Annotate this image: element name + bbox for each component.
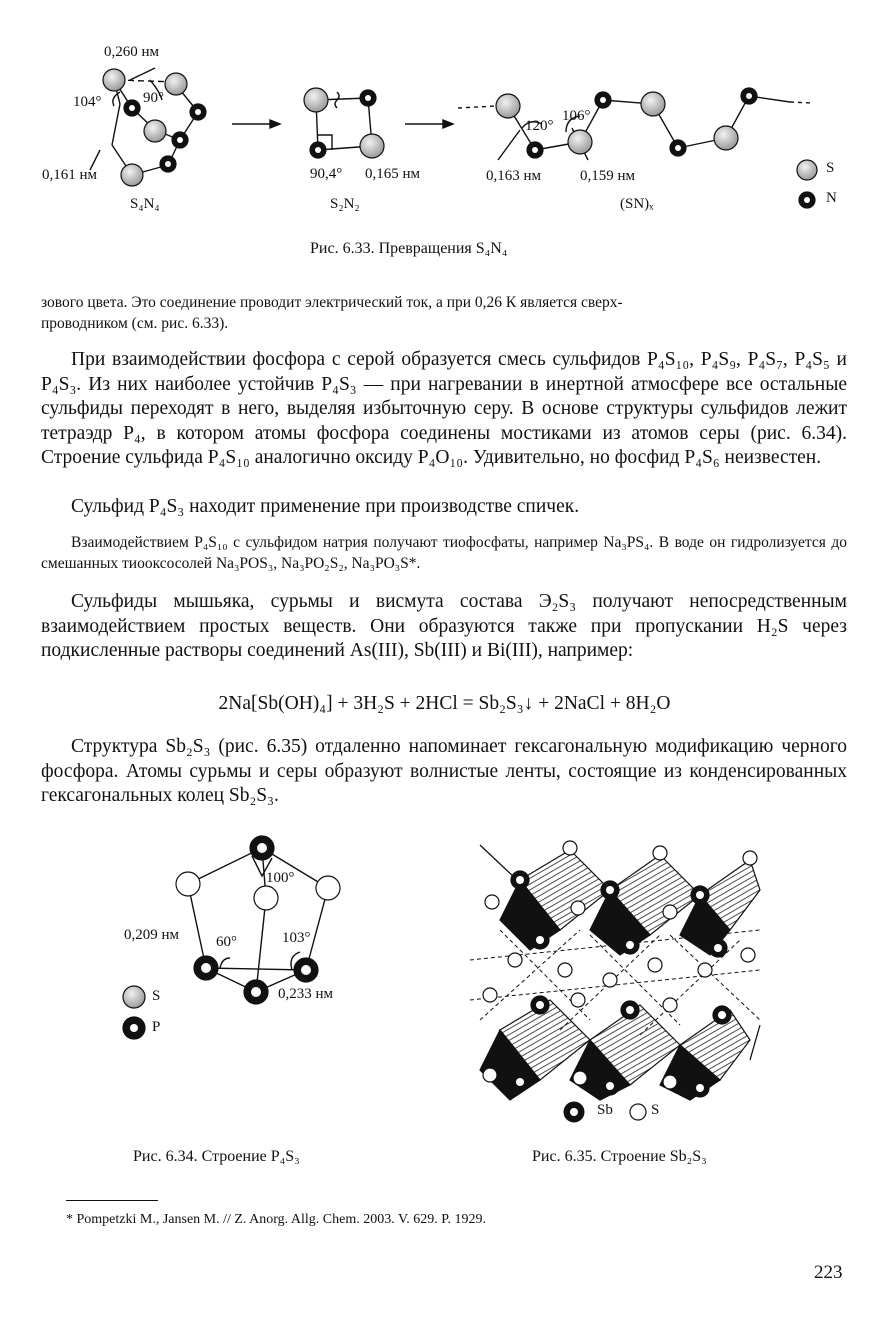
- p4s3-angle-top: 100°: [266, 870, 295, 886]
- paragraph-phosphorus-sulfides: При взаимодействии фосфора с серой образуется смесь сульфидов P₄S₁₀, P₄S₉, P₄S₇, P₄S₅ и P₄S₃. Из них наиболее устойчив P₄S₃ — при нагревании в инертной атмосфере все остальные сульфиды переходят в него, выделяя избыточную серу. В основе структуры сульфидов лежит тетраэдр P₄, в котором атомы фосфора соединены мостиками из атомов серы (рис. 6.34). Строение сульфида P₄S₁₀ аналогично оксиду P₄O₁₀. Удивительно, но фосфид P₄S₆ неизвестен.: [41, 349, 847, 468]
- figure-6-34-caption: Рис. 6.34. Строение P₄S₃: [133, 1148, 300, 1165]
- sulfur-atom-icon: [630, 1104, 646, 1120]
- legend-sb-label: Sb: [597, 1102, 613, 1118]
- legend-p-label: P: [152, 1019, 161, 1035]
- legend-n-label: N: [826, 190, 837, 206]
- s4n4-label: S₄N₄: [130, 196, 160, 212]
- reaction-equation: 2Na[Sb(OH)₄] + 3H₂S + 2HCl = Sb₂S₃↓ + 2NaCl + 8H₂O: [218, 693, 671, 714]
- s4n4-angle-right: 90°: [143, 90, 164, 106]
- footnote: * Pompetzki M., Jansen M. // Z. Anorg. Allg. Chem. 2003. V. 629. P. 1929.: [66, 1212, 487, 1227]
- paragraph-sb2s3-structure: Структура Sb₂S₃ (рис. 6.35) отдаленно напоминает гексагональную модификацию черного фосфора. Атомы сурьмы и серы образуют волнистые ленты, состоящие из конденсированных гексагональных колец Sb₂S₃.: [41, 736, 847, 806]
- snx-distance-2: 0,159 нм: [580, 168, 636, 184]
- s2n2-angle: 90,4°: [310, 166, 343, 182]
- p4s3-angle-left: 60°: [216, 934, 237, 950]
- s2n2-label: S₂N₂: [330, 196, 360, 212]
- s4n4-distance-top: 0,260 нм: [104, 44, 160, 60]
- page-number: 223: [814, 1262, 843, 1283]
- paragraph-matches: Сульфид P₄S₃ находит применение при производстве спичек.: [71, 496, 580, 517]
- snx-label: (SN)ₓ: [620, 196, 654, 212]
- paragraph-arsenic-sulfides: Сульфиды мышьяка, сурьмы и висмута состава Э₂S₃ получают непосредственным взаимодействием простых веществ. Они образуются также при пропускании H₂S через подкисленные растворы соединений As(III), Sb(III) и Bi(III), например:: [41, 591, 847, 661]
- sulfur-atom-icon: [123, 986, 145, 1008]
- paragraph-continuation-line-2: проводником (см. рис. 6.33).: [41, 315, 229, 332]
- paragraph-continuation: [41, 292, 847, 334]
- sb2s3-structure-diagram: [460, 820, 780, 1120]
- s2n2-distance: 0,165 нм: [365, 166, 421, 182]
- p4s3-distance-left: 0,209 нм: [124, 927, 180, 943]
- legend-s-label: S: [152, 988, 161, 1004]
- p4s3-distance-bottom: 0,233 нм: [278, 986, 334, 1002]
- footnote-rule: [66, 1200, 158, 1201]
- snx-angle-2: 106°: [562, 108, 591, 124]
- figure-6-33-caption: Рис. 6.33. Превращения S₄N₄: [310, 240, 508, 257]
- snx-distance-1: 0,163 нм: [486, 168, 542, 184]
- s4n4-distance-left: 0,161 нм: [42, 167, 98, 183]
- figure-6-35-caption: Рис. 6.35. Строение Sb₂S₃: [532, 1148, 707, 1165]
- legend-s-label: S: [651, 1102, 660, 1118]
- paragraph-continuation-line-1: зового цвета. Это соединение проводит электрический ток, а при 0,26 К является сверх-: [41, 294, 623, 311]
- p4s3-angle-right: 103°: [282, 930, 311, 946]
- paragraph-thiophosphates: Взаимодействием P₄S₁₀ с сульфидом натрия получают тиофосфаты, например Na₃PS₄. В воде он гидролизуется до смешанных тиооксосолей Na₃POS₃, Na₃PO₂S₂, Na₃PO₃S*.: [41, 534, 847, 572]
- s4n4-angle-left: 104°: [73, 94, 102, 110]
- sulfur-atom-icon: [797, 160, 817, 180]
- snx-angle-1: 120°: [525, 118, 554, 134]
- legend-s-label: S: [826, 160, 835, 176]
